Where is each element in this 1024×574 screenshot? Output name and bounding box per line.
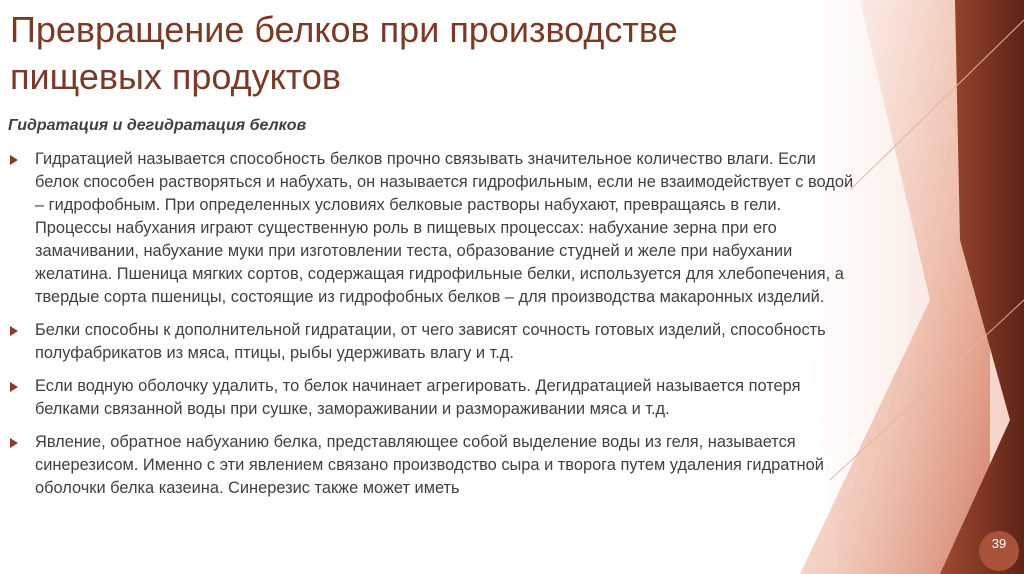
section-subtitle: Гидратация и дегидратация белков: [8, 117, 307, 134]
triangle-bullet-icon: [10, 155, 18, 165]
bullet-item: [8, 319, 858, 365]
bullet-list: [8, 148, 858, 510]
triangle-bullet-icon: [10, 382, 18, 392]
bullet-item: [8, 375, 858, 421]
triangle-bullet-icon: [10, 438, 18, 448]
bullet-text: Если водную оболочку удалить, то белок начинает агрегировать. Дегидратацией называется потеря белками связанной воды при сушке, замораживании и размораживании мяса и т.д.: [35, 377, 801, 418]
bullet-item: [8, 431, 858, 500]
triangle-bullet-icon: [10, 326, 18, 336]
bullet-item: [8, 148, 858, 309]
bullet-text: Явление, обратное набуханию белка, представляющее собой выделение воды из геля, называется синерезисом. Именно с эти явлением связано производство сыра и творога путем удаления гидратной оболочки белка казеина. Синерезис также может иметь: [35, 433, 824, 497]
page-number: 39: [991, 536, 1007, 551]
bullet-text: Гидратацией называется способность белков прочно связывать значительное количество влаги. Если белок способен растворяться и набухать, он называется гидрофильным, если не взаимодействует с водой – гидрофобным. При определенных условиях белковые растворы набухают, превращаясь в гели. Процессы набухания играют существенную роль в пищевых процессах: набухание зерна при его замачивании, набухание муки при изготовлении теста, образование студней и желе при набухании желатина. Пшеница мягких сортов, содержащая гидрофильные белки, используется для хлебопечения, а твердые сорта пшеницы, состоящие из гидрофобных белков – для производства макаронных изделий.: [35, 150, 854, 306]
slide-title: Превращение белков при производстве пищевых продуктов: [10, 9, 678, 97]
bullet-text: Белки способны к дополнительной гидратации, от чего зависят сочность готовых изделий, способность полуфабрикатов из мяса, птицы, рыбы удерживать влагу и т.д.: [35, 321, 826, 362]
